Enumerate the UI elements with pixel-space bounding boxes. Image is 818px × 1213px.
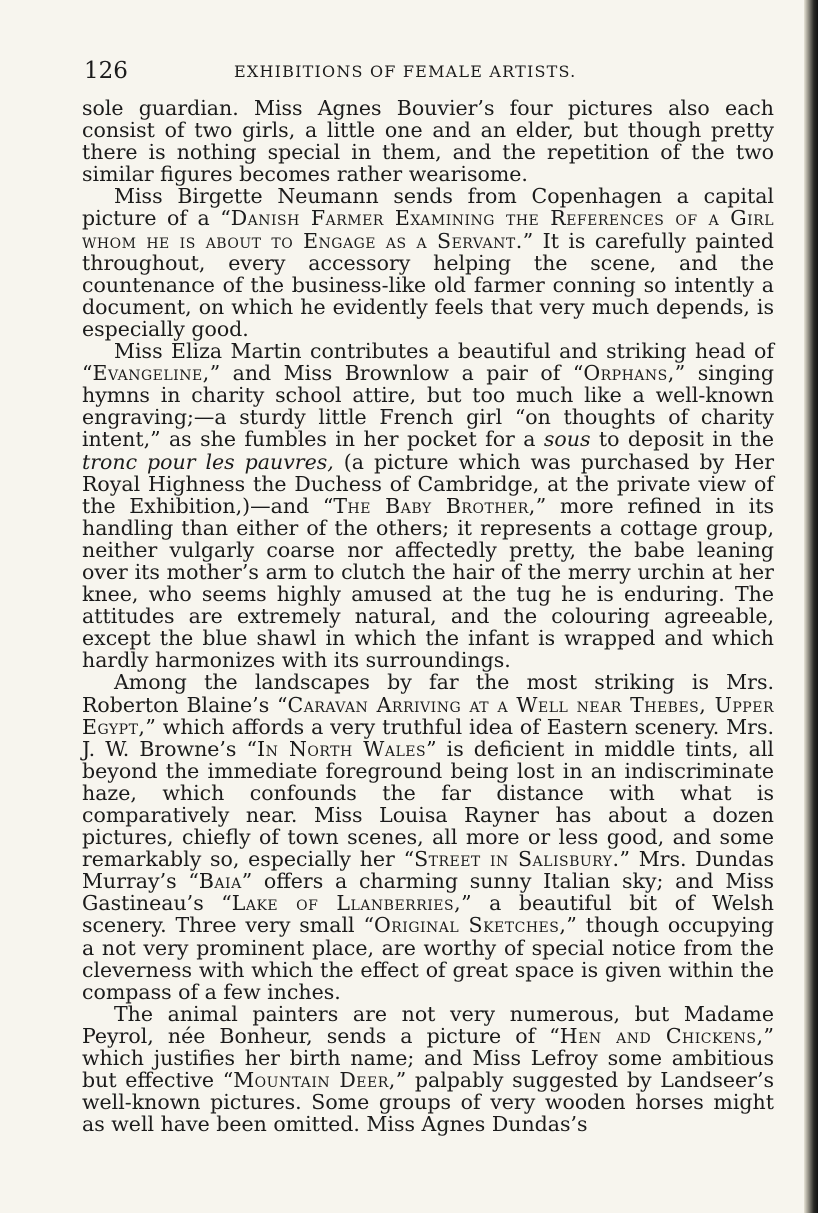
artwork-title: Baia	[198, 869, 242, 894]
paragraph-4: Among the landscapes by far the most striking is Mrs. Roberton Blaine’s “Caravan Arriving at a Well near Thebes, Upper Egypt,” which affords a very truthful idea of Eastern scenery. Mrs. J. W. Browne’s “In North Wales” is deficient in middle tints, all beyond the immediate foreground being lost in an indiscriminate haze, which confounds the far distance with what is comparatively near. Miss Louisa Rayner has about a dozen pictures, chiefly of town scenes, all more or less good, and some remarkably so, especially her “Street in Salisbury.” Mrs. Dundas Murray’s “Baia” offers a charming sunny Italian sky; and Miss Gastineau’s “Lake of Llanberries,” a beautiful bit of Welsh scenery. Three very small “Original Sketches,” though occupying a not very prominent place, are worthy of special notice from the cleverness with which the effect of great space is given within the compass of a few inches.	[82, 670, 775, 1004]
page-gutter-shadow	[804, 0, 818, 1213]
running-title: EXHIBITIONS OF FEMALE ARTISTS.	[234, 62, 577, 81]
artwork-title: Danish Farmer Examining the References of a Girl whom he is about to Engage as a Servant.	[82, 206, 774, 253]
paragraph-1: sole guardian. Miss Agnes Bouvier’s four pictures also each consist of two girls, a little one and an elder, but though pretty there is nothing special in them, and the repetition of the two similar figures becomes rather wearisome.	[82, 96, 774, 187]
artwork-title: Street in Salisbury.	[414, 847, 620, 872]
artwork-title: Original Sketches,	[373, 913, 567, 938]
artwork-title: In North Wales	[257, 736, 427, 761]
artwork-title: Mountain Deer,	[233, 1068, 396, 1093]
artwork-title: Hen and Chickens,	[559, 1023, 764, 1048]
body-text	[82, 97, 774, 1135]
paragraph-5: The animal painters are not very numerous, but Madame Peyrol, née Bonheur, sends a picture of “Hen and Chickens,” which justifies her birth name; and Miss Lefroy some ambitious but effective “Mountain Deer,” palpably suggested by Landseer’s well-known pictures. Some groups of very wooden horses might as well have been omitted. Miss Agnes Dundas’s	[82, 1001, 774, 1137]
paragraph-3: Miss Eliza Martin contributes a beautiful and striking head of “Evangeline,” and Miss Brownlow a pair of “Orphans,” singing hymns in charity school attire, but too much like a well-known engraving;—a sturdy little French girl “on thoughts of charity intent,” as she fumbles in her pocket for a sous to deposit in the tronc pour les pauvres, (a picture which was purchased by Her Royal Highness the Duchess of Cambridge, at the private view of the Exhibition,)—and “The Baby Brother,” more refined in its handling than either of the others; it represents a cottage group, neither vulgarly coarse nor affectedly pretty, the babe leaning over its mother’s arm to clutch the hair of the merry urchin at her knee, who seems highly amused at the tug he is enduring. The attitudes are extremely natural, and the colouring agreeable, except the blue shawl in which the infant is wrapped and which hardly harmonizes with its surroundings.	[82, 339, 774, 673]
italic-phrase: sous	[543, 427, 591, 452]
artwork-title: Caravan Arriving at a Well near Thebes, Upper Egypt,	[82, 692, 774, 739]
italic-phrase: tronc pour les pauvres,	[82, 449, 334, 474]
artwork-title: Evangeline,	[92, 361, 210, 386]
artwork-title: Orphans,	[583, 361, 675, 386]
page-number: 126	[84, 58, 128, 84]
artwork-title: Lake of Llanberries,	[231, 891, 462, 916]
paragraph-2: Miss Birgette Neumann sends from Copenhagen a capital picture of a “Danish Farmer Examining the References of a Girl whom he is about to Engage as a Servant.” It is carefully painted throughout, every accessory helping the scene, and the countenance of the business-like old farmer conning so intently a document, on which he evidently feels that very much depends, is especially good.	[82, 184, 774, 341]
page-header	[84, 58, 774, 88]
artwork-title: The Baby Brother,	[333, 493, 536, 518]
